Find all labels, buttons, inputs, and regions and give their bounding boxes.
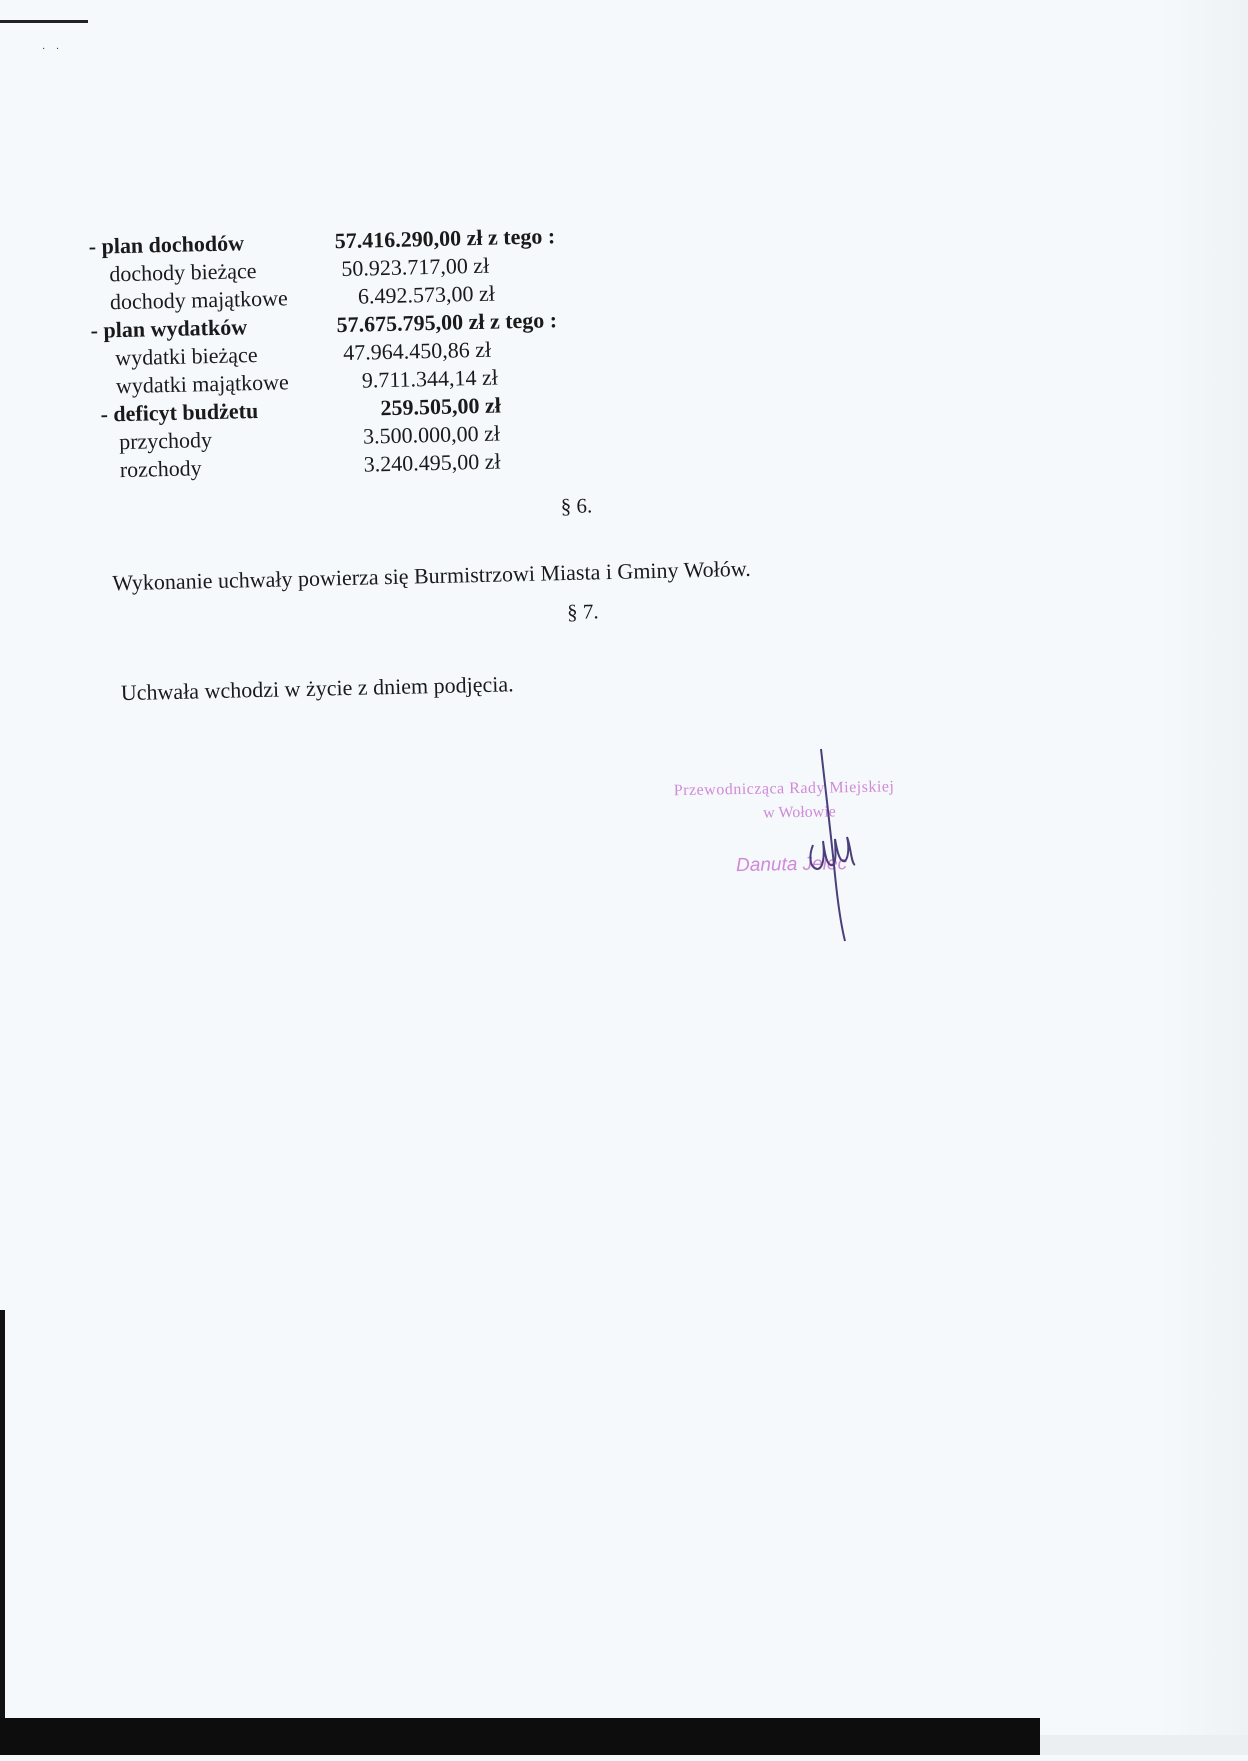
section-6-text: Wykonanie uchwały powierza się Burmistrzowi Miasta i Gminy Wołów. bbox=[112, 555, 751, 596]
budget-amount: 50.923.717,00 zł bbox=[341, 252, 490, 282]
scan-edge-left bbox=[0, 1310, 5, 1755]
budget-label: przychody bbox=[118, 427, 213, 455]
budget-amount: 57.416.290,00 zł z tego : bbox=[334, 223, 556, 254]
stamp-location: w Wołowie bbox=[763, 803, 836, 822]
handwritten-signature bbox=[795, 745, 875, 945]
scan-marks: · · bbox=[42, 44, 64, 55]
budget-amount: 47.964.450,86 zł bbox=[342, 336, 492, 366]
budget-label: - plan dochodów bbox=[88, 230, 245, 259]
stamp-title: Przewodnicząca Rady Miejskiej bbox=[673, 778, 895, 800]
budget-label: - deficyt budżetu bbox=[100, 397, 259, 427]
budget-label: dochody majątkowe bbox=[109, 285, 289, 315]
budget-label: - plan wydatków bbox=[90, 314, 248, 343]
budget-summary bbox=[0, 0, 1241, 483]
stamp-name: Danuta Jelec bbox=[735, 853, 848, 877]
budget-amount: 57.675.795,00 zł z tego : bbox=[336, 307, 558, 338]
scan-edge-bottom-light bbox=[1040, 1735, 1248, 1755]
budget-label: rozchody bbox=[119, 455, 202, 483]
section-6-mark: § 6. bbox=[560, 493, 593, 519]
budget-amount: 3.240.495,00 zł bbox=[363, 448, 501, 477]
budget-amount: 259.505,00 zł bbox=[380, 392, 502, 421]
budget-label: wydatki majątkowe bbox=[115, 369, 290, 399]
section-7-mark: § 7. bbox=[566, 599, 599, 625]
budget-label: wydatki bieżące bbox=[114, 341, 258, 371]
section-7-text: Uchwała wchodzi w życie z dniem podjęcia. bbox=[120, 671, 514, 706]
budget-amount: 3.500.000,00 zł bbox=[362, 420, 501, 449]
budget-amount: 9.711.344,14 zł bbox=[361, 364, 499, 393]
budget-amount: 6.492.573,00 zł bbox=[357, 280, 496, 309]
budget-label: dochody bieżące bbox=[109, 257, 257, 287]
